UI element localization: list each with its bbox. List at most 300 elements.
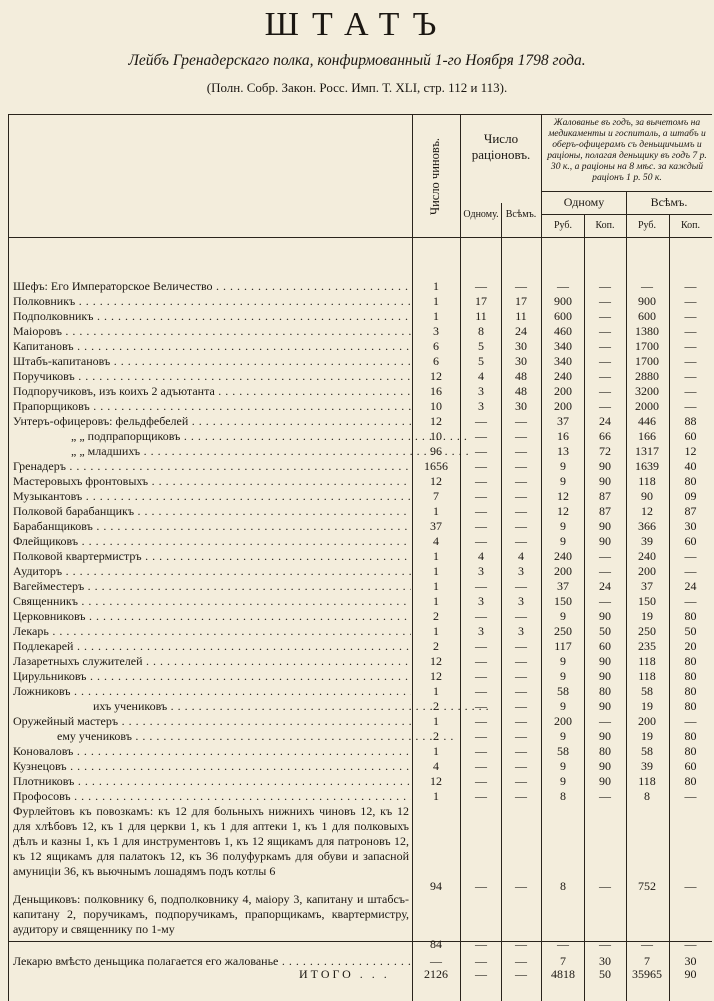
header-rub: Руб.	[637, 220, 657, 231]
table-row	[9, 399, 712, 414]
rank-name: Оружейный мастеръ . . .	[13, 714, 411, 729]
rations-one-cell: —	[475, 459, 487, 473]
rank-name: Капитановъ . . .	[13, 339, 411, 354]
table-row	[9, 324, 712, 339]
count-cell: 2	[433, 639, 439, 653]
salary-all-kop-cell: 60	[684, 429, 697, 443]
rank-name: Шефъ: Его Императорское Величество . . .	[13, 279, 411, 294]
salary-all-kop-cell: 20	[684, 639, 697, 653]
rank-name: Плотниковъ . . .	[13, 774, 411, 789]
rations-one-cell: —	[475, 414, 487, 428]
salary-one-kop-cell: —	[599, 324, 611, 338]
salary-one-kop-cell: —	[599, 594, 611, 608]
table-row	[9, 594, 712, 609]
rank-name: Аудиторъ . . .	[13, 564, 411, 579]
rations-one-cell: —	[475, 669, 487, 683]
rations-one-cell: —	[475, 759, 487, 773]
salary-one-kop-cell: 90	[599, 534, 611, 548]
salary-one-rub-cell: 200	[554, 714, 572, 728]
rations-one-cell: —	[475, 534, 487, 548]
salary-one-kop-cell: —	[599, 354, 611, 368]
salary-one-kop-cell: 80	[599, 744, 611, 758]
header-salary-all: Всѣмъ.	[650, 195, 688, 209]
rations-all-cell: 30	[515, 354, 527, 368]
count-cell: 37	[430, 519, 442, 533]
salary-all-kop-cell: 80	[684, 609, 697, 623]
salary-one-kop-cell: 50	[599, 967, 611, 981]
salary-one-rub-cell: 9	[560, 459, 566, 473]
total-label: ИТОГО . . .	[299, 967, 390, 981]
salary-one-kop-cell: —	[599, 339, 611, 353]
salary-all-rub-cell: 118	[638, 774, 656, 788]
salary-all-rub-cell: 1639	[635, 459, 659, 473]
rations-all-cell: —	[515, 729, 527, 743]
salary-all-kop-cell: 80	[684, 654, 697, 668]
denshchik-text: Деньщиковъ: полковнику 6, подполковнику 4, маіору 3, капитану и штабсъ-капитану 2, поручикамъ, подпоручикамъ, прапорщикамъ, квартермистру, аудитору и священнику по 1-му	[13, 892, 409, 936]
document-subtitle: Лейбъ Гренадерскаго полка, конфирмованный 1-го Ноября 1798 года.	[128, 52, 586, 69]
salary-all-rub-cell: 600	[638, 309, 656, 323]
salary-all-rub-cell: 39	[641, 759, 653, 773]
salary-one-kop-cell: 90	[599, 654, 611, 668]
rank-name: Подполковникъ . . .	[13, 309, 411, 324]
rations-all-cell: 4	[518, 549, 524, 563]
salary-all-rub-cell: 118	[638, 474, 656, 488]
rank-name: Штабъ-капитановъ . . .	[13, 354, 411, 369]
rations-all-cell: —	[515, 504, 527, 518]
table-row	[9, 294, 712, 309]
salary-all-rub-cell: 3200	[635, 384, 659, 398]
rations-one-cell: —	[475, 579, 487, 593]
rations-one-cell: —	[475, 774, 487, 788]
furleit-text: Фурлейтовъ къ повозкамъ: къ 12 для больныхъ нижнихъ чиновъ 12, къ 12 для хлѣбовъ 12, къ 1 для церкви 1, къ 1 для аптеки 1, къ 1 для полковыхъ дѣлъ и казны 1, къ 1 для инструментовъ 1, къ 12 ящикамъ для патроновъ 12, къ 12 ящикамъ для палатокъ 12, къ 36 полуфуркамъ для обуви и запасной амуниціи 36, къ вьючнымъ лошадямъ подъ котлы 6	[13, 804, 409, 878]
salary-all-kop-cell: 30	[684, 519, 697, 533]
salary-one-rub-cell: 9	[560, 774, 566, 788]
rations-one-cell: —	[475, 639, 487, 653]
header-kop: Коп.	[595, 220, 615, 231]
salary-all-rub-cell: 8	[644, 789, 650, 803]
count-cell: 4	[433, 759, 439, 773]
salary-one-rub-cell: 9	[560, 534, 566, 548]
salary-all-kop-cell: 80	[684, 474, 697, 488]
rations-one-cell: —	[475, 429, 487, 443]
count-cell: 1	[433, 594, 439, 608]
salary-all-rub-cell: —	[641, 937, 653, 951]
count-cell: 2	[433, 699, 439, 713]
salary-one-rub-cell: 4818	[551, 967, 575, 981]
rank-name: Мастеровыхъ фронтовыхъ . . .	[13, 474, 411, 489]
rank-name: Флейщиковъ . . .	[13, 534, 411, 549]
rations-one-cell: —	[475, 654, 487, 668]
rank-name: Ложниковъ . . .	[13, 684, 411, 699]
salary-all-rub-cell: 35965	[632, 967, 662, 981]
header-rations-all: Всѣмъ.	[505, 209, 537, 220]
header-rub: Руб.	[553, 220, 573, 231]
salary-one-rub-cell: 58	[557, 684, 569, 698]
rations-all-cell: —	[515, 429, 527, 443]
rations-all-cell: —	[515, 714, 527, 728]
table-row	[9, 429, 712, 444]
salary-one-rub-cell: 117	[554, 639, 572, 653]
table-row	[9, 774, 712, 789]
header-count: Число чиновъ.	[428, 137, 443, 215]
salary-one-kop-cell: —	[599, 294, 611, 308]
salary-one-rub-cell: 900	[554, 294, 572, 308]
rank-name: Кузнецовъ . . .	[13, 759, 411, 774]
salary-one-rub-cell: 9	[560, 699, 566, 713]
salary-all-kop-cell: 40	[684, 459, 697, 473]
table-row	[9, 504, 712, 519]
salary-all-kop-cell: 09	[684, 489, 697, 503]
salary-all-rub-cell: 39	[641, 534, 653, 548]
salary-one-rub-cell: 460	[554, 324, 572, 338]
salary-one-rub-cell: 9	[560, 519, 566, 533]
salary-one-rub-cell: 16	[557, 429, 569, 443]
salary-one-kop-cell: 80	[599, 684, 611, 698]
salary-all-kop-cell: —	[684, 879, 697, 893]
salary-all-kop-cell: 80	[684, 729, 697, 743]
table-row	[9, 474, 712, 489]
rations-all-cell: —	[515, 519, 527, 533]
salary-all-rub-cell: 366	[638, 519, 656, 533]
count-cell: 6	[433, 339, 439, 353]
salary-one-rub-cell: 250	[554, 624, 572, 638]
salary-all-rub-cell: 2880	[635, 369, 659, 383]
salary-all-kop-cell: 24	[684, 579, 697, 593]
count-cell: 12	[430, 654, 442, 668]
table-row	[9, 789, 712, 804]
salary-all-kop-cell: —	[684, 789, 697, 803]
rations-all-cell: —	[515, 937, 527, 951]
count-cell: —	[430, 954, 442, 968]
rations-one-cell: 5	[478, 339, 484, 353]
rank-name: Вагейместеръ . . .	[13, 579, 411, 594]
table-row	[9, 309, 712, 324]
rations-one-cell: 11	[475, 309, 487, 323]
count-cell: 84	[430, 937, 442, 951]
rations-one-cell: —	[475, 474, 487, 488]
salary-all-rub-cell: 19	[641, 609, 653, 623]
salary-all-rub-cell: 1700	[635, 339, 659, 353]
salary-one-kop-cell: 90	[599, 759, 611, 773]
count-cell: 1656	[424, 459, 448, 473]
salary-one-rub-cell: 9	[560, 759, 566, 773]
rations-one-cell: 4	[478, 369, 484, 383]
salary-all-rub-cell: 235	[638, 639, 656, 653]
count-cell: 2126	[424, 967, 448, 981]
salary-one-kop-cell: 50	[599, 624, 611, 638]
table-row	[9, 489, 712, 504]
table-row	[9, 609, 712, 624]
salary-all-rub-cell: 19	[641, 699, 653, 713]
rations-all-cell: —	[515, 699, 527, 713]
count-cell: 7	[433, 489, 439, 503]
rations-all-cell: —	[515, 954, 527, 968]
salary-one-rub-cell: 9	[560, 654, 566, 668]
rations-all-cell: —	[515, 489, 527, 503]
count-cell: 1	[433, 714, 439, 728]
rations-one-cell: —	[475, 444, 487, 458]
count-cell: 10	[430, 429, 442, 443]
table-row	[9, 714, 712, 729]
salary-all-kop-cell: 60	[684, 759, 697, 773]
table-row	[9, 459, 712, 474]
salary-all-kop-cell: —	[684, 369, 697, 383]
count-cell: 12	[430, 414, 442, 428]
count-cell: 4	[433, 534, 439, 548]
table-row	[9, 534, 712, 549]
salary-all-kop-cell: —	[684, 294, 697, 308]
rank-name: Цирульниковъ . . .	[13, 669, 411, 684]
salary-all-rub-cell: 1317	[635, 444, 659, 458]
salary-all-kop-cell: —	[684, 399, 697, 413]
salary-all-rub-cell: 446	[638, 414, 656, 428]
count-cell: 1	[433, 624, 439, 638]
salary-one-rub-cell: 8	[560, 789, 566, 803]
salary-all-rub-cell: 118	[638, 654, 656, 668]
salary-all-kop-cell: —	[684, 384, 697, 398]
rule-horizontal	[542, 191, 712, 192]
salary-one-kop-cell: —	[599, 714, 611, 728]
rations-all-cell: —	[515, 474, 527, 488]
salary-all-kop-cell: 88	[684, 414, 697, 428]
header-rations: Число раціоновъ.	[471, 131, 531, 162]
rank-name: Профосовъ . . .	[13, 789, 411, 804]
salary-all-rub-cell: 900	[638, 294, 656, 308]
salary-one-kop-cell: —	[599, 309, 611, 323]
count-cell: 10	[430, 399, 442, 413]
salary-all-kop-cell: —	[684, 564, 697, 578]
rations-one-cell: 5	[478, 354, 484, 368]
rations-one-cell: —	[475, 519, 487, 533]
rank-name: Барабанщиковъ . . .	[13, 519, 411, 534]
rations-all-cell: 3	[518, 564, 524, 578]
rations-one-cell: —	[475, 279, 487, 293]
rations-all-cell: —	[515, 879, 527, 893]
rations-one-cell: 4	[478, 549, 484, 563]
rations-all-cell: 48	[515, 384, 527, 398]
salary-all-rub-cell: 118	[638, 669, 656, 683]
rank-name: Поручиковъ . . .	[13, 369, 411, 384]
salary-one-rub-cell: —	[557, 279, 569, 293]
count-cell: 1	[433, 564, 439, 578]
count-cell: 1	[433, 279, 439, 293]
count-cell: 1	[433, 294, 439, 308]
header-salary-note: Жалованье въ годъ, за вычетомъ на медикаменты и госпиталь, а штабъ и оберъ-офицерамъ съ деньщичьимъ и раціоны, полагая деньщику въ годъ 7 р. 30 к., а раціоны на 8 мѣс. за каждый раціонъ 1 р. 50 к.	[547, 117, 707, 184]
table-row	[9, 384, 712, 399]
staff-table	[8, 114, 712, 1001]
salary-one-kop-cell: 90	[599, 519, 611, 533]
count-cell: 6	[433, 354, 439, 368]
rank-name: Гренадеръ . . .	[13, 459, 411, 474]
rank-name: ему учениковъ . . .	[13, 729, 455, 744]
salary-one-kop-cell: 87	[599, 489, 611, 503]
table-row	[9, 579, 712, 594]
rule-horizontal	[542, 214, 712, 215]
rank-name: ихъ учениковъ . . .	[13, 699, 491, 714]
salary-all-kop-cell: 50	[684, 624, 697, 638]
rations-one-cell: 3	[478, 564, 484, 578]
rank-name: Полковникъ . . .	[13, 294, 411, 309]
salary-all-rub-cell: 200	[638, 714, 656, 728]
table-row	[9, 669, 712, 684]
rank-name: Полковой квартермистръ . . .	[13, 549, 411, 564]
salary-one-kop-cell: 90	[599, 474, 611, 488]
count-cell: 16	[430, 384, 442, 398]
header-kop: Коп.	[680, 220, 701, 231]
salary-one-kop-cell: 87	[599, 504, 611, 518]
count-cell: 12	[430, 474, 442, 488]
rations-all-cell: —	[515, 684, 527, 698]
salary-one-rub-cell: —	[557, 937, 569, 951]
rank-name: Маіоровъ . . .	[13, 324, 411, 339]
salary-all-kop-cell: —	[684, 339, 697, 353]
salary-all-rub-cell: 166	[638, 429, 656, 443]
rations-all-cell: 11	[515, 309, 527, 323]
salary-one-kop-cell: 90	[599, 669, 611, 683]
rank-name: Церковниковъ . . .	[13, 609, 411, 624]
rations-one-cell: —	[475, 744, 487, 758]
rations-one-cell: —	[475, 729, 487, 743]
rations-one-cell: —	[475, 879, 487, 893]
rations-all-cell: —	[515, 654, 527, 668]
rations-all-cell: —	[515, 789, 527, 803]
table-row	[9, 564, 712, 579]
rations-all-cell: —	[515, 774, 527, 788]
salary-all-kop-cell: —	[684, 279, 697, 293]
salary-one-kop-cell: —	[599, 369, 611, 383]
salary-all-rub-cell: 90	[641, 489, 653, 503]
rank-name: Священникъ . . .	[13, 594, 411, 609]
salary-all-rub-cell: 12	[641, 504, 653, 518]
salary-all-kop-cell: —	[684, 714, 697, 728]
count-cell: 1	[433, 744, 439, 758]
salary-all-kop-cell: —	[684, 549, 697, 563]
salary-all-rub-cell: 1380	[635, 324, 659, 338]
salary-one-rub-cell: 12	[557, 489, 569, 503]
table-row	[9, 759, 712, 774]
salary-one-kop-cell: 24	[599, 414, 611, 428]
count-cell: 1	[433, 579, 439, 593]
salary-all-rub-cell: —	[641, 279, 653, 293]
salary-all-kop-cell: —	[684, 354, 697, 368]
rations-all-cell: —	[515, 759, 527, 773]
salary-all-rub-cell: 752	[638, 879, 656, 893]
rations-all-cell: —	[515, 414, 527, 428]
rations-one-cell: —	[475, 789, 487, 803]
rations-all-cell: —	[515, 639, 527, 653]
salary-one-kop-cell: 30	[599, 954, 611, 968]
count-cell: 12	[430, 369, 442, 383]
table-row	[9, 729, 712, 744]
table-row	[9, 744, 712, 759]
salary-one-rub-cell: 8	[560, 879, 566, 893]
salary-one-rub-cell: 340	[554, 354, 572, 368]
table-row	[9, 684, 712, 699]
rations-one-cell: 3	[478, 624, 484, 638]
salary-one-kop-cell: 90	[599, 699, 611, 713]
count-cell: 12	[430, 669, 442, 683]
table-row	[9, 654, 712, 669]
salary-one-kop-cell: 66	[599, 429, 611, 443]
count-cell: 1	[433, 549, 439, 563]
table-row	[9, 279, 712, 294]
salary-one-rub-cell: 9	[560, 609, 566, 623]
salary-one-kop-cell: 90	[599, 459, 611, 473]
count-cell: 1	[433, 789, 439, 803]
header-rations-one: Одному.	[463, 209, 499, 220]
rations-all-cell: 24	[515, 324, 527, 338]
rank-name: Полковой барабанщикъ . . .	[13, 504, 411, 519]
salary-one-kop-cell: —	[599, 789, 611, 803]
table-row	[9, 369, 712, 384]
rations-one-cell: 3	[478, 399, 484, 413]
count-cell: 2	[433, 609, 439, 623]
salary-all-kop-cell: —	[684, 324, 697, 338]
salary-one-kop-cell: —	[599, 384, 611, 398]
rations-one-cell: —	[475, 954, 487, 968]
salary-all-kop-cell: —	[684, 594, 697, 608]
table-row	[9, 354, 712, 369]
salary-all-kop-cell: 80	[684, 669, 697, 683]
salary-one-rub-cell: 200	[554, 384, 572, 398]
salary-one-rub-cell: 240	[554, 549, 572, 563]
header-salary-one: Одному	[563, 195, 605, 209]
salary-all-rub-cell: 150	[638, 594, 656, 608]
rank-name: Лекарь . . .	[13, 624, 411, 639]
rations-all-cell: —	[515, 609, 527, 623]
rations-all-cell: —	[515, 459, 527, 473]
count-cell: 1	[433, 504, 439, 518]
rations-all-cell: —	[515, 744, 527, 758]
rations-all-cell: —	[515, 444, 527, 458]
table-row	[9, 339, 712, 354]
rations-all-cell: —	[515, 279, 527, 293]
rank-name: Подпоручиковъ, изъ коихъ 2 адъютанта . . .	[13, 384, 411, 399]
rank-name: Лазаретныхъ служителей . . .	[13, 654, 411, 669]
rations-one-cell: —	[475, 609, 487, 623]
rations-one-cell: —	[475, 937, 487, 951]
salary-one-rub-cell: 7	[560, 954, 566, 968]
rations-one-cell: —	[475, 699, 487, 713]
rations-all-cell: 30	[515, 399, 527, 413]
salary-one-rub-cell: 12	[557, 504, 569, 518]
table-row	[9, 624, 712, 639]
salary-all-rub-cell: 58	[641, 744, 653, 758]
salary-one-rub-cell: 37	[557, 414, 569, 428]
table-row	[9, 414, 712, 429]
salary-one-rub-cell: 600	[554, 309, 572, 323]
salary-all-kop-cell: —	[684, 309, 697, 323]
table-row	[9, 519, 712, 534]
rations-all-cell: 3	[518, 624, 524, 638]
salary-one-kop-cell: —	[599, 399, 611, 413]
rank-name: „ „ младшихъ . . .	[13, 444, 469, 459]
salary-all-rub-cell: 200	[638, 564, 656, 578]
salary-all-rub-cell: 19	[641, 729, 653, 743]
salary-one-kop-cell: 90	[599, 729, 611, 743]
salary-all-rub-cell: 37	[641, 579, 653, 593]
count-cell: 94	[430, 879, 442, 893]
salary-one-kop-cell: —	[599, 937, 611, 951]
rations-one-cell: —	[475, 504, 487, 518]
count-cell: 1	[433, 309, 439, 323]
rations-all-cell: 48	[515, 369, 527, 383]
salary-one-rub-cell: 13	[557, 444, 569, 458]
salary-one-kop-cell: —	[599, 549, 611, 563]
salary-all-kop-cell: 80	[684, 774, 697, 788]
table-row	[9, 444, 712, 459]
rations-all-cell: —	[515, 967, 527, 981]
